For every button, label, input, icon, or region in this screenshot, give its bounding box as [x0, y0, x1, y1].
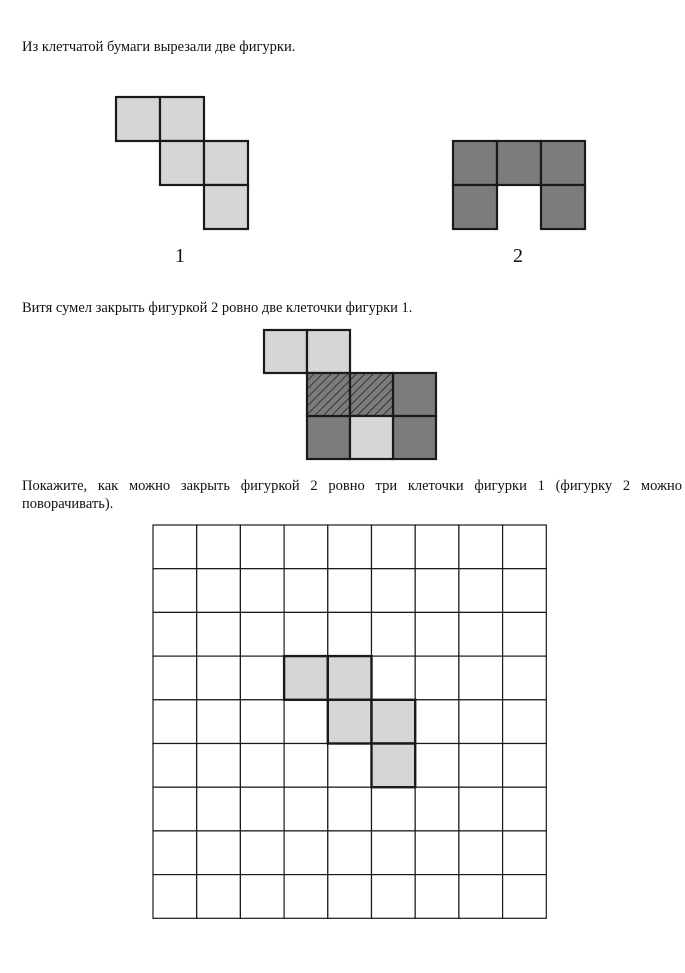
grid-cell[interactable]	[459, 656, 503, 700]
grid-cell[interactable]	[153, 875, 197, 919]
grid-cell[interactable]	[415, 787, 459, 831]
grid-cell[interactable]	[153, 700, 197, 744]
grid-cell[interactable]	[153, 744, 197, 788]
grid-cell[interactable]	[415, 656, 459, 700]
grid-cell[interactable]	[240, 875, 284, 919]
grid-cell[interactable]	[503, 744, 547, 788]
grid-cell[interactable]	[459, 525, 503, 569]
grid-cell[interactable]	[328, 744, 372, 788]
grid-cell[interactable]	[240, 744, 284, 788]
grid-cell[interactable]	[415, 875, 459, 919]
grid-cell[interactable]	[197, 787, 241, 831]
grid-cell[interactable]	[284, 525, 328, 569]
grid-cell[interactable]	[503, 875, 547, 919]
grid-cell[interactable]	[503, 612, 547, 656]
grid-cell[interactable]	[197, 700, 241, 744]
intro-text: Из клетчатой бумаги вырезали две фигурки.	[22, 39, 296, 55]
grid-cell[interactable]	[503, 700, 547, 744]
grid-cell[interactable]	[153, 612, 197, 656]
grid-figure-1-cell	[328, 700, 372, 744]
grid-cell[interactable]	[328, 569, 372, 613]
question-text: Покажите, как можно закрыть фигуркой 2 ровно три клеточки фигурки 1 (фигурку 2 можно поворачивать).	[22, 478, 682, 512]
grid-cell[interactable]	[372, 656, 416, 700]
grid-cell[interactable]	[240, 787, 284, 831]
grid-cell[interactable]	[415, 700, 459, 744]
grid-cell[interactable]	[284, 831, 328, 875]
grid-cell[interactable]	[153, 787, 197, 831]
grid-figure-1-cell	[372, 700, 416, 744]
grid-cell[interactable]	[328, 787, 372, 831]
grid-cell[interactable]	[240, 700, 284, 744]
grid-cell[interactable]	[372, 525, 416, 569]
grid-cell[interactable]	[459, 744, 503, 788]
example-text: Витя сумел закрыть фигуркой 2 ровно две клеточки фигурки 1.	[22, 300, 413, 316]
grid-cell[interactable]	[415, 744, 459, 788]
grid-cell[interactable]	[197, 656, 241, 700]
grid-cell[interactable]	[459, 569, 503, 613]
grid-cell[interactable]	[459, 787, 503, 831]
grid-cell[interactable]	[197, 744, 241, 788]
grid-cell[interactable]	[328, 875, 372, 919]
grid-cell[interactable]	[240, 656, 284, 700]
grid-cell[interactable]	[197, 875, 241, 919]
grid-cell[interactable]	[153, 525, 197, 569]
grid-cell[interactable]	[240, 612, 284, 656]
grid-cell[interactable]	[284, 569, 328, 613]
grid-cell[interactable]	[240, 831, 284, 875]
grid-cell[interactable]	[372, 875, 416, 919]
grid-cell[interactable]	[459, 700, 503, 744]
figure-1-label: 1	[175, 245, 185, 267]
grid-cell[interactable]	[372, 612, 416, 656]
grid-cell[interactable]	[197, 525, 241, 569]
grid-cell[interactable]	[328, 612, 372, 656]
grid-cell[interactable]	[372, 831, 416, 875]
grid-cell[interactable]	[503, 831, 547, 875]
grid-cell[interactable]	[197, 569, 241, 613]
grid-cell[interactable]	[284, 875, 328, 919]
grid-cell[interactable]	[503, 569, 547, 613]
grid-cell[interactable]	[153, 569, 197, 613]
grid-cell[interactable]	[240, 569, 284, 613]
grid-cell[interactable]	[503, 656, 547, 700]
grid-cell[interactable]	[328, 525, 372, 569]
grid-cell[interactable]	[328, 831, 372, 875]
figure-2-label: 2	[513, 245, 523, 267]
grid-cell[interactable]	[415, 612, 459, 656]
grid-cell[interactable]	[459, 612, 503, 656]
grid-cell[interactable]	[240, 525, 284, 569]
grid-cell[interactable]	[284, 700, 328, 744]
grid-cell[interactable]	[415, 831, 459, 875]
grid-cell[interactable]	[284, 612, 328, 656]
grid-cell[interactable]	[459, 831, 503, 875]
grid-figure-1-cell	[328, 656, 372, 700]
grid-cell[interactable]	[415, 525, 459, 569]
grid-figure-1-cell	[372, 744, 416, 788]
grid-cell[interactable]	[503, 787, 547, 831]
grid-cell[interactable]	[197, 612, 241, 656]
grid-cell[interactable]	[153, 831, 197, 875]
grid-cell[interactable]	[153, 656, 197, 700]
grid-cell[interactable]	[503, 525, 547, 569]
grid-cell[interactable]	[372, 787, 416, 831]
grid-figure-1-cell	[284, 656, 328, 700]
grid-cell[interactable]	[459, 875, 503, 919]
grid-cell[interactable]	[415, 569, 459, 613]
grid-cell[interactable]	[372, 569, 416, 613]
grid-cell[interactable]	[284, 787, 328, 831]
grid-cell[interactable]	[284, 744, 328, 788]
grid-cell[interactable]	[197, 831, 241, 875]
